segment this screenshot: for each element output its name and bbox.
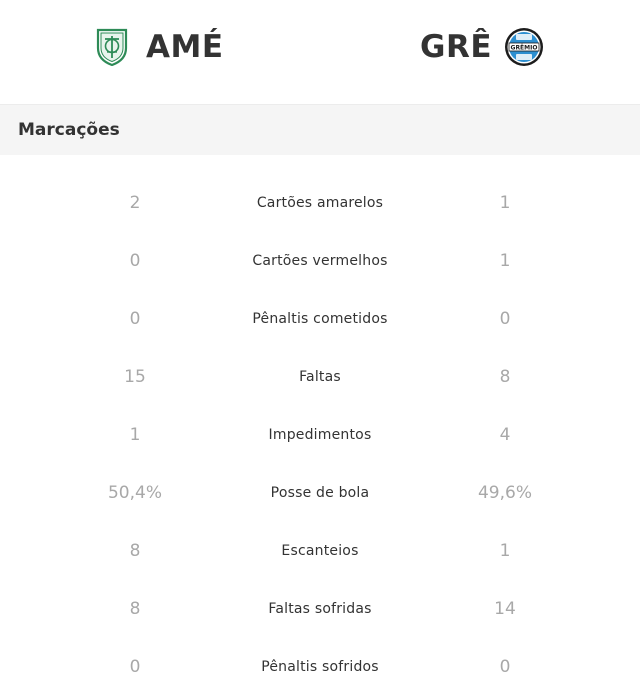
stat-label: Cartões amarelos xyxy=(256,195,384,211)
away-team-name: GRÊ xyxy=(420,29,492,65)
stat-label: Pênaltis sofridos xyxy=(261,659,379,675)
stat-away-value: 1 xyxy=(499,251,511,271)
match-header xyxy=(0,0,640,104)
stat-row xyxy=(0,291,640,349)
stat-label: Pênaltis cometidos xyxy=(252,311,388,327)
stat-row xyxy=(0,523,640,581)
stat-label: Impedimentos xyxy=(268,427,372,443)
stat-label: Cartões vermelhos xyxy=(252,253,388,269)
stat-label: Faltas xyxy=(299,369,341,385)
stat-home-value: 15 xyxy=(124,367,146,387)
gremio-crest-icon xyxy=(504,27,544,67)
home-team[interactable] xyxy=(96,26,224,68)
stat-away-value: 0 xyxy=(499,657,511,677)
stat-row xyxy=(0,175,640,233)
stat-home-value: 50,4% xyxy=(107,483,162,503)
stat-label: Posse de bola xyxy=(270,485,370,501)
stat-row xyxy=(0,349,640,407)
stat-row xyxy=(0,581,640,639)
stat-away-value: 1 xyxy=(499,541,511,561)
stat-away-value: 4 xyxy=(499,425,511,445)
stat-home-value: 1 xyxy=(129,425,141,445)
stat-away-value: 49,6% xyxy=(477,483,532,503)
stats-list xyxy=(0,175,640,697)
stat-home-value: 8 xyxy=(129,541,141,561)
stat-away-value: 8 xyxy=(499,367,511,387)
america-mg-crest-icon xyxy=(96,28,128,66)
stat-home-value: 2 xyxy=(129,193,141,213)
home-team-name: AMÉ xyxy=(146,29,224,65)
stat-row xyxy=(0,465,640,523)
gremio-crest-text: GRÊMIO xyxy=(510,44,538,52)
section-header xyxy=(0,104,640,155)
stat-away-value: 1 xyxy=(499,193,511,213)
stat-label: Escanteios xyxy=(281,543,359,559)
stat-row xyxy=(0,233,640,291)
stat-label: Faltas sofridas xyxy=(268,601,372,617)
stat-away-value: 14 xyxy=(494,599,516,619)
away-team[interactable] xyxy=(420,26,544,68)
stat-row xyxy=(0,407,640,465)
stat-home-value: 8 xyxy=(129,599,141,619)
stat-home-value: 0 xyxy=(129,657,141,677)
stat-row xyxy=(0,639,640,697)
stat-home-value: 0 xyxy=(129,309,141,329)
stat-home-value: 0 xyxy=(129,251,141,271)
section-title: Marcações xyxy=(18,120,120,140)
stat-away-value: 0 xyxy=(499,309,511,329)
